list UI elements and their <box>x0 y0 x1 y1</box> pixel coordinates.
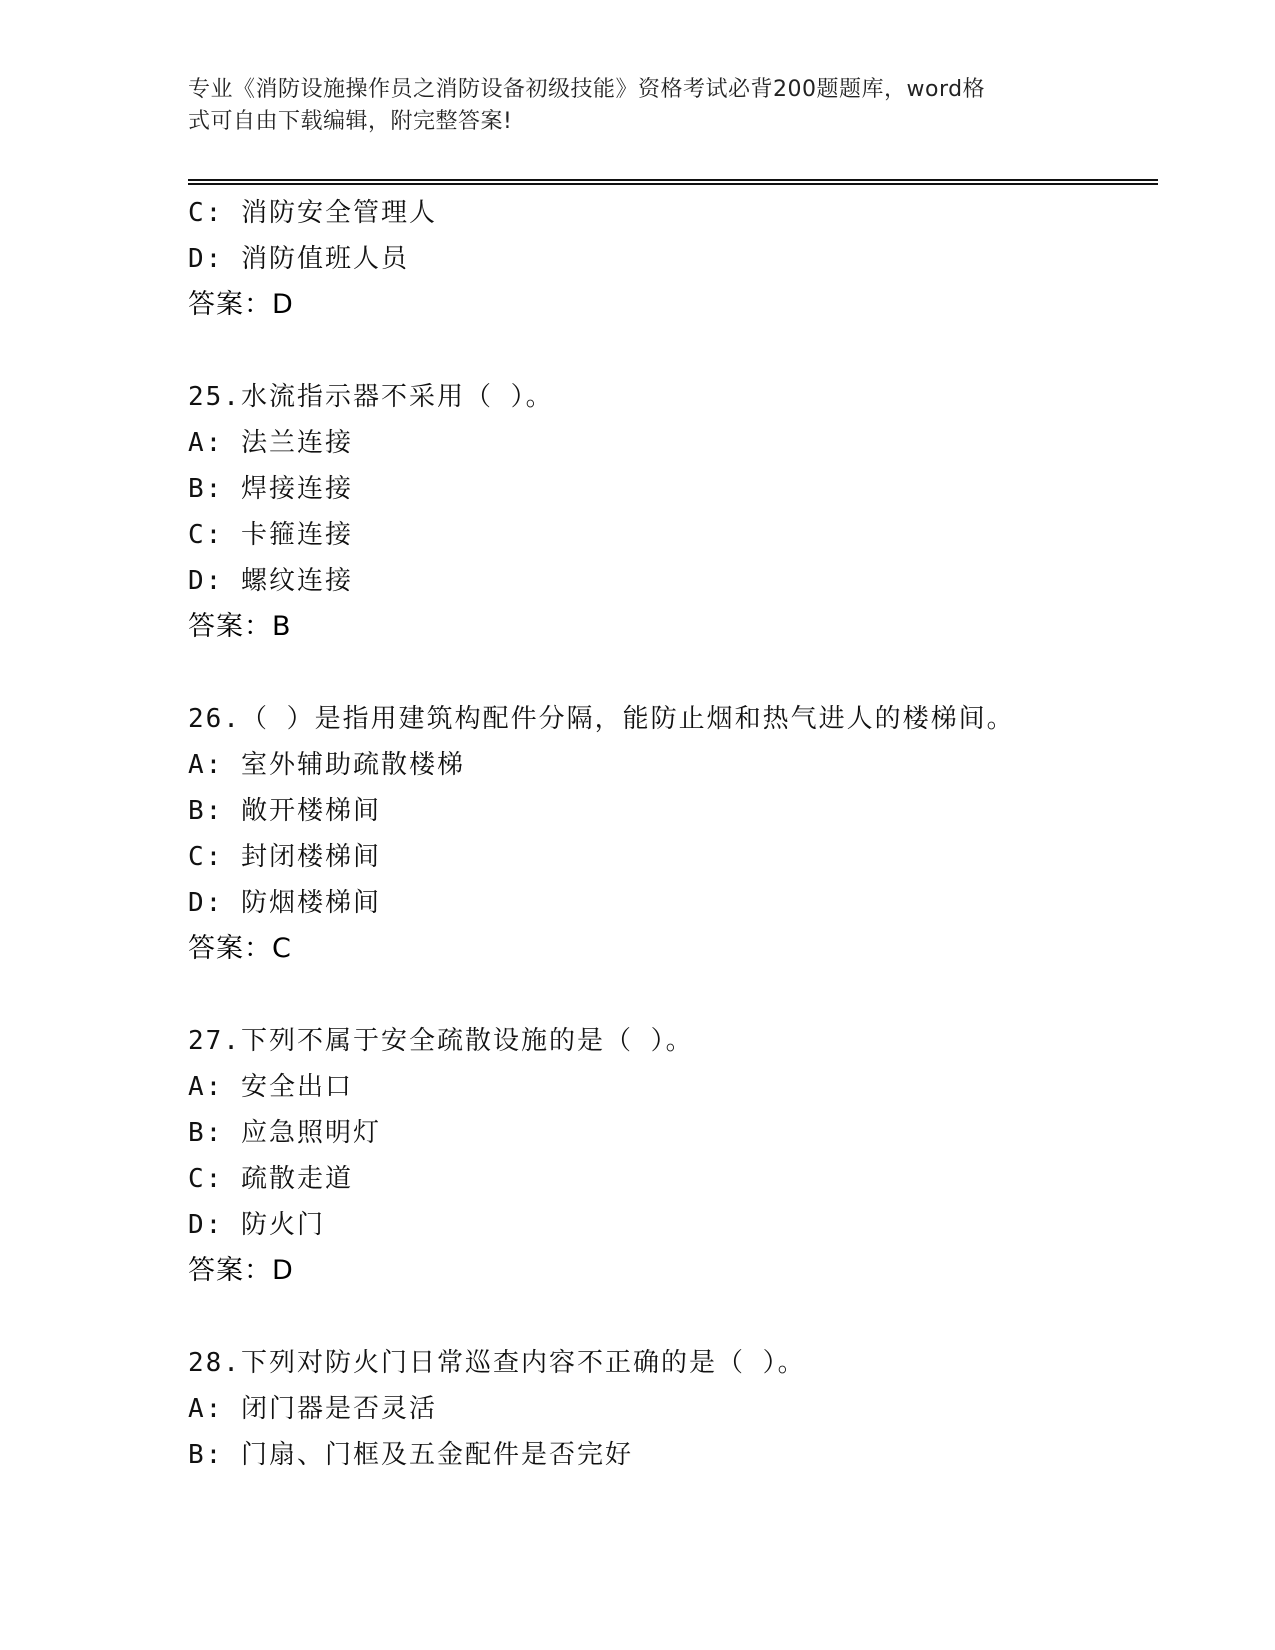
option-a: A: 闭门器是否灵活 <box>188 1394 437 1424</box>
question-stem: 28.下列对防火门日常巡查内容不正确的是（ ）。 <box>188 1348 806 1378</box>
question-list <box>188 190 1158 1478</box>
document-header <box>188 74 1088 138</box>
option-b: B: 应急照明灯 <box>188 1118 381 1148</box>
option-a: A: 法兰连接 <box>188 428 353 458</box>
question-block <box>188 1340 1158 1478</box>
question-block <box>188 1018 1158 1294</box>
question-stem: 27.下列不属于安全疏散设施的是（ ）。 <box>188 1026 694 1056</box>
option-b: B: 门扇、门框及五金配件是否完好 <box>188 1440 633 1470</box>
question-stem: 25.水流指示器不采用（ ）。 <box>188 382 554 412</box>
option-d: D: 螺纹连接 <box>188 566 353 596</box>
answer-line: 答案：D <box>188 289 294 320</box>
spacer <box>188 1294 1158 1340</box>
header-line-2: 式可自由下载编辑，附完整答案! <box>188 109 513 134</box>
spacer <box>188 650 1158 696</box>
option-c: C: 卡箍连接 <box>188 520 353 550</box>
option-c: C: 消防安全管理人 <box>188 198 437 228</box>
option-c: C: 封闭楼梯间 <box>188 842 381 872</box>
option-d: D: 消防值班人员 <box>188 244 409 274</box>
spacer <box>188 328 1158 374</box>
question-block <box>188 190 1158 328</box>
option-d: D: 防火门 <box>188 1210 325 1240</box>
option-a: A: 室外辅助疏散楼梯 <box>188 750 465 780</box>
option-c: C: 疏散走道 <box>188 1164 353 1194</box>
header-divider-bottom <box>188 183 1158 185</box>
option-a: A: 安全出口 <box>188 1072 353 1102</box>
answer-line: 答案：D <box>188 1255 294 1286</box>
answer-line: 答案：C <box>188 933 292 964</box>
question-block <box>188 374 1158 650</box>
option-d: D: 防烟楼梯间 <box>188 888 381 918</box>
option-b: B: 焊接连接 <box>188 474 353 504</box>
option-b: B: 敞开楼梯间 <box>188 796 381 826</box>
question-stem: 26.（ ）是指用建筑构配件分隔，能防止烟和热气进人的楼梯间。 <box>188 704 1015 734</box>
header-divider-top <box>188 179 1158 181</box>
answer-line: 答案：B <box>188 611 292 642</box>
header-line-1: 专业《消防设施操作员之消防设备初级技能》资格考试必背200题题库，word格 <box>188 77 986 102</box>
question-block <box>188 696 1158 972</box>
spacer <box>188 972 1158 1018</box>
